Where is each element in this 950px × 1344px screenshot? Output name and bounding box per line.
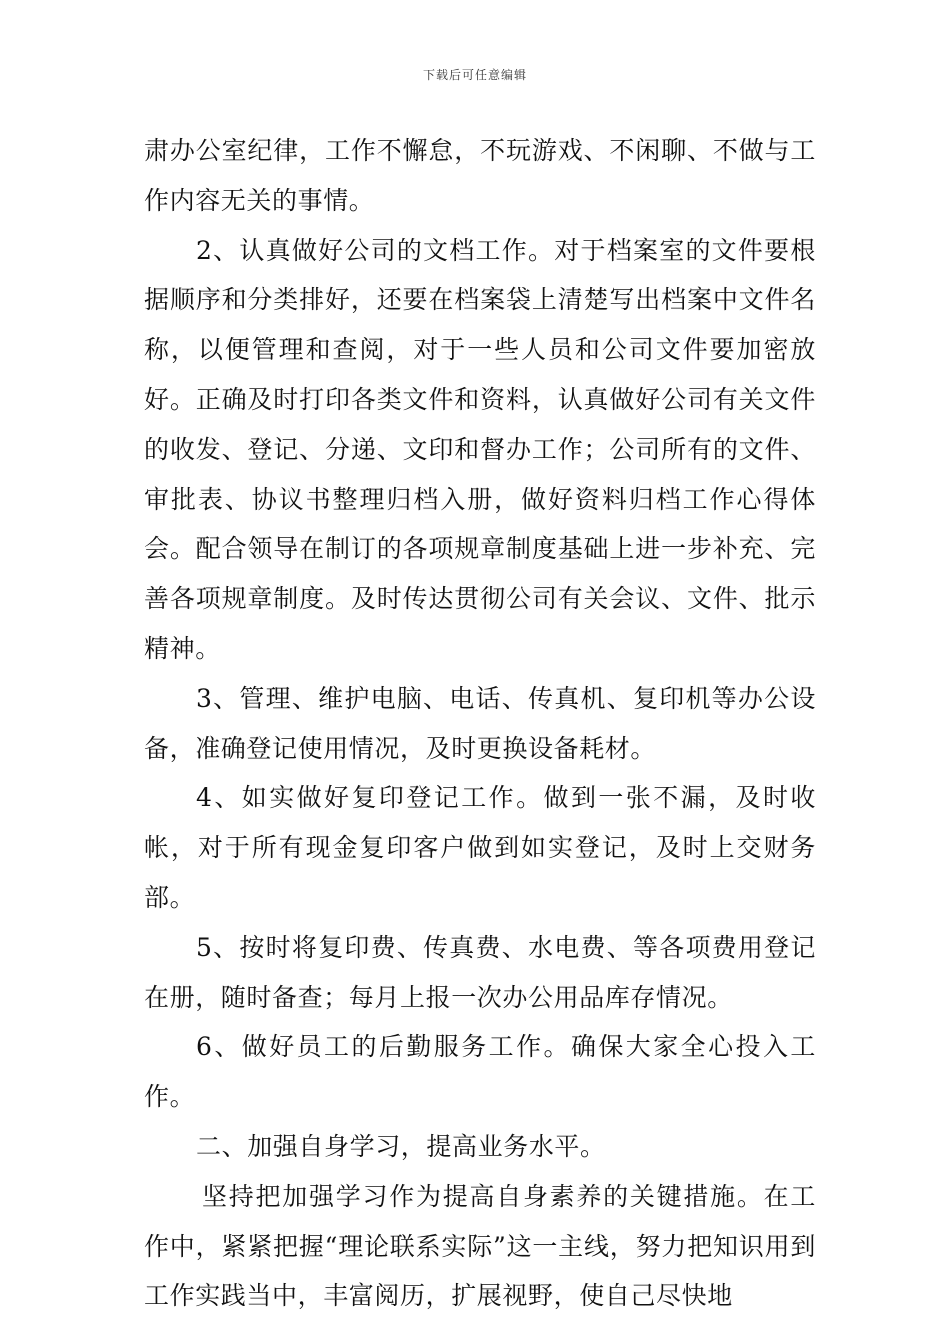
document-body [144, 126, 816, 1321]
paragraph-item-6: 6、做好员工的后勤服务工作。确保大家全心投入工作。 [144, 1032, 816, 1112]
paragraph-item-3: 3、管理、维护电脑、电话、传真机、复印机等办公设备，准确登记使用情况，及时更换设备耗材。 [144, 683, 816, 763]
paragraph-item-2: 2、认真做好公司的文档工作。对于档案室的文件要根据顺序和分类排好，还要在档案袋上清楚写出档案中文件名称，以便管理和查阅，对于一些人员和公司文件要加密放好。正确及时打印各类文件和资料，认真做好公司有关文件的收发、登记、分递、文印和督办工作；公司所有的文件、审批表、协议书整理归档入册，做好资料归档工作心得体会。配合领导在制订的各项规章制度基础上进一步补充、完善各项规章制度。及时传达贯彻公司有关会议、文件、批示精神。 [144, 235, 816, 663]
page-header: 下载后可任意编辑 [422, 68, 527, 82]
section-heading: 二、加强自身学习，提高业务水平。 [196, 1131, 606, 1161]
paragraph-continuation: 肃办公室纪律，工作不懈怠，不玩游戏、不闲聊、不做与工作内容无关的事情。 [144, 136, 816, 215]
paragraph-item-4: 4、如实做好复印登记工作。做到一张不漏，及时收帐，对于所有现金复印客户做到如实登记，及时上交财务部。 [144, 783, 816, 912]
paragraph-item-5: 5、按时将复印费、传真费、水电费、等各项费用登记在册，随时备查；每月上报一次办公用品库存情况。 [144, 932, 816, 1012]
paragraph-study: 坚持把加强学习作为提高自身素养的关键措施。在工作中，紧紧把握“理论联系实际”这一主线，努力把知识用到工作实践当中，丰富阅历，扩展视野，使自己尽快地 [144, 1181, 816, 1311]
